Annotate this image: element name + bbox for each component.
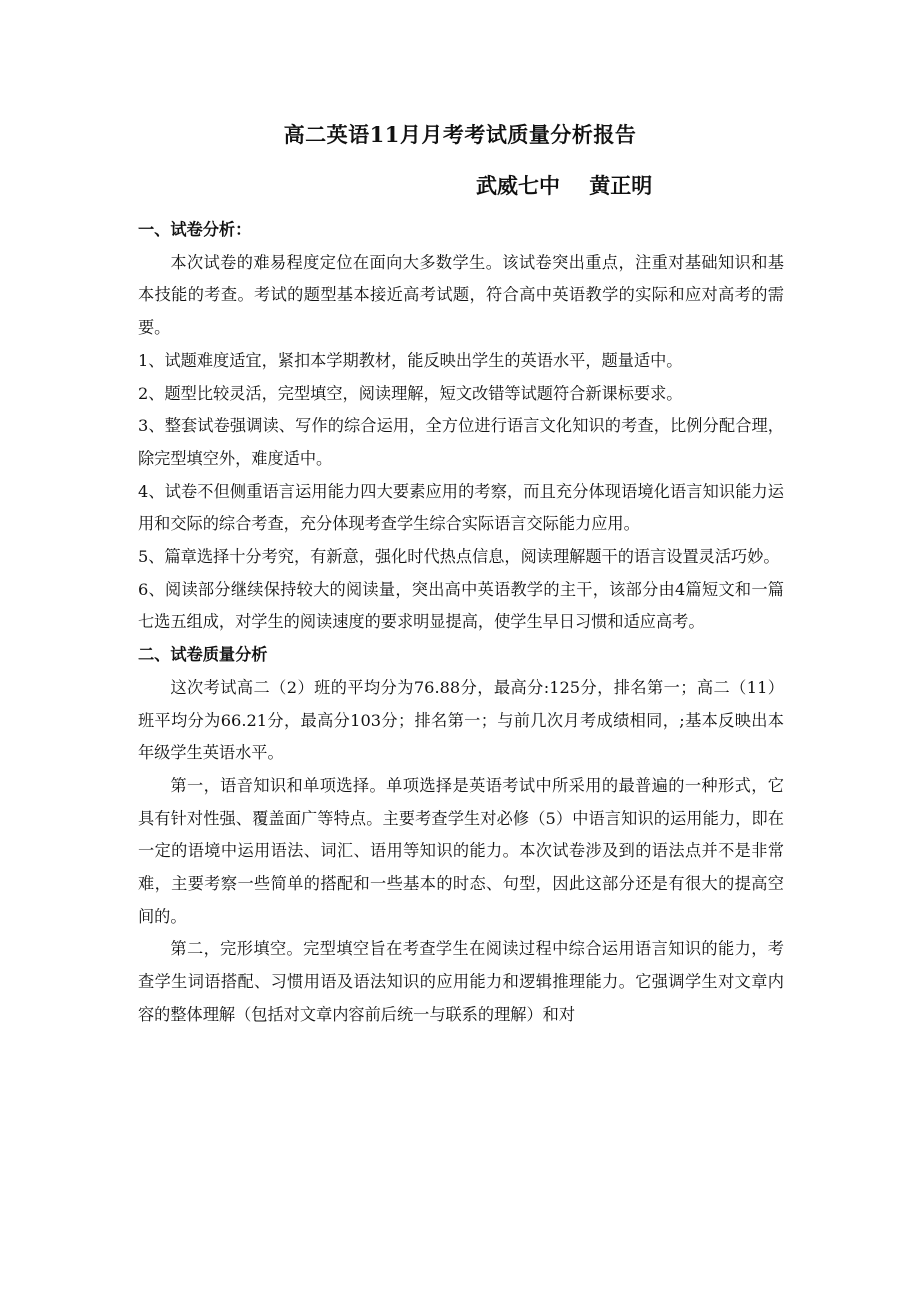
section-1-point-6: 6、阅读部分继续保持较大的阅读量，突出高中英语教学的主干，该部分由4篇短文和一篇七选五组成，对学生的阅读速度的要求明显提高，使学生早日习惯和适应高考。 (138, 579, 784, 632)
section-1-point-5: 5、篇章选择十分考究，有新意，强化时代热点信息，阅读理解题干的语言设置灵活巧妙。 (138, 547, 780, 567)
section-1-point-3: 3、整套试卷强调读、写作的综合运用，全方位进行语言文化知识的考查，比例分配合理，除完型填空外，难度适中。 (138, 416, 784, 468)
section-1-point-1: 1、试题难度适宜，紧扣本学期教材，能反映出学生的英语水平，题量适中。 (138, 350, 683, 370)
section-1-intro: 本次试卷的难易程度定位在面向大多数学生。该试卷突出重点，注重对基础知识和基本技能的考查。考试的题型基本接近高考试题，符合高中英语教学的实际和应对高考的需要。 (138, 252, 784, 338)
section-2-paragraph-1: 这次考试高二（2）班的平均分为76.88分，最高分:125分，排名第一；高二（11）班平均分为66.21分，最高分103分；排名第一；与前几次月考成绩相同，;基本反映出本年级学生英语水平。 (138, 677, 784, 763)
section-1-point-2: 2、题型比较灵活，完型填空，阅读理解，短文改错等试题符合新课标要求。 (138, 383, 683, 403)
section-heading-2: 二、试卷质量分析 (138, 645, 268, 665)
section-2-paragraph-3: 第二，完形填空。完型填空旨在考查学生在阅读过程中综合运用语言知识的能力，考查学生词语搭配、习惯用语及语法知识的应用能力和逻辑推理能力。它强调学生对文章内容的整体理解（包括对文章内容前后统一与联系的理解）和对 (138, 939, 784, 1024)
document-body (138, 214, 784, 1032)
section-1-point-4: 4、试卷不但侧重语言运用能力四大要素应用的考察，而且充分体现语境化语言知识能力运用和交际的综合考查，充分体现考查学生综合实际语言交际能力应用。 (138, 481, 784, 534)
section-2-paragraph-2: 第一，语音知识和单项选择。单项选择是英语考试中所采用的最普遍的一种形式，它具有针对性强、覆盖面广等特点。主要考查学生对必修（5）中语言知识的运用能力，即在一定的语境中运用语法、词汇、语用等知识的能力。本次试卷涉及到的语法点并不是非常难，主要考察一些简单的搭配和一些基本的时态、句型，因此这部分还是有很大的提高空间的。 (138, 775, 784, 926)
section-heading-1: 一、试卷分析： (138, 220, 252, 239)
document-title: 高二英语11月月考考试质量分析报告 (283, 122, 637, 147)
author-line: 武威七中 黄正明 (476, 173, 653, 198)
